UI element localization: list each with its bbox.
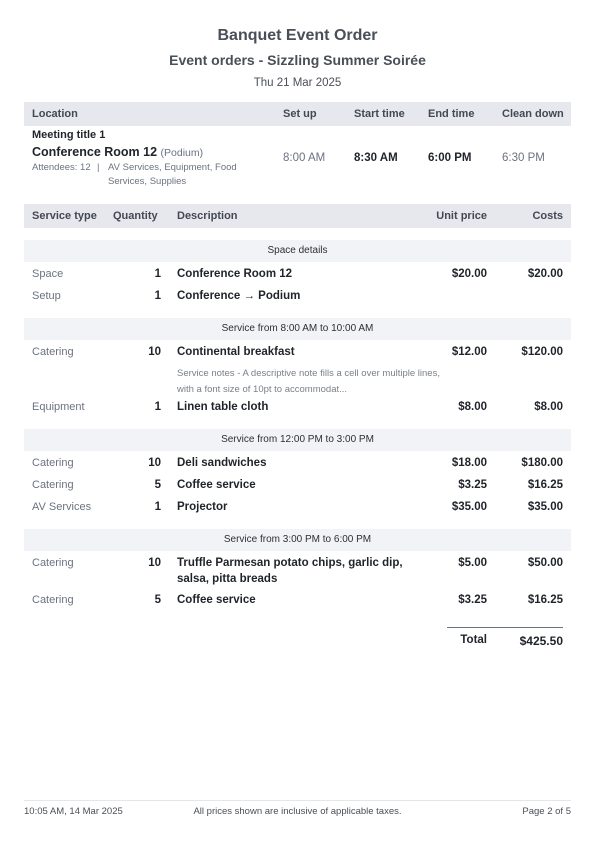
header-costs: Costs [532, 210, 563, 222]
row-cost: $8.00 [534, 401, 563, 413]
row-unit-price: $3.25 [458, 594, 487, 606]
header-start-time: Start time [354, 108, 405, 120]
row-quantity: 1 [154, 290, 161, 302]
row-service-type: AV Services [32, 501, 92, 513]
row-unit-price: $8.00 [458, 401, 487, 413]
header-end-time: End time [428, 108, 475, 120]
section-label: Service from 12:00 PM to 3:00 PM [221, 434, 374, 445]
total-label: Total [460, 634, 487, 646]
row-service-type: Catering [32, 557, 74, 569]
footer-tax-note: All prices shown are inclusive of applicable taxes. [193, 806, 402, 817]
document-title: Banquet Event Order [217, 27, 378, 44]
clean-down-time: 6:30 PM [502, 152, 545, 164]
row-description: Linen table cloth [177, 401, 269, 413]
attendees-separator: | [97, 162, 100, 173]
room-layout: (Podium) [160, 147, 204, 159]
row-quantity: 1 [154, 501, 161, 513]
row-description-line-2: salsa, pitta breads [177, 573, 278, 585]
row-description: Conference Room 12 [177, 268, 293, 280]
row-description: Deli sandwiches [177, 457, 267, 469]
total-divider [447, 627, 563, 628]
header-location: Location [32, 108, 78, 120]
row-unit-price: $35.00 [451, 501, 487, 513]
row-quantity: 5 [154, 594, 161, 606]
service-note: Service notes - A descriptive note fills a cell over multiple lines, with a font size of 10pt to accommodat... [177, 368, 440, 395]
header-set-up: Set up [283, 108, 317, 120]
header-unit-price: Unit price [436, 210, 487, 222]
row-service-type: Setup [32, 290, 61, 302]
row-quantity: 10 [148, 346, 161, 358]
attendees: Attendees: 12 [32, 162, 91, 173]
set-up-time: 8:00 AM [283, 152, 326, 164]
row-unit-price: $3.25 [458, 479, 487, 491]
row-cost: $35.00 [527, 501, 563, 513]
row-description: Conference → Podium [177, 290, 301, 302]
row-unit-price: $12.00 [451, 346, 487, 358]
row-cost: $16.25 [527, 594, 563, 606]
row-cost: $20.00 [527, 268, 563, 280]
services-line-2: Services, Supplies [108, 176, 187, 187]
row-cost: $180.00 [521, 457, 563, 469]
room-label: Conference Room 12 [32, 145, 158, 159]
header-description: Description [177, 210, 238, 222]
row-quantity: 5 [154, 479, 161, 491]
row-cost: $50.00 [527, 557, 563, 569]
row-description: Continental breakfast [177, 346, 295, 358]
header-quantity: Quantity [113, 210, 158, 222]
header-service-type: Service type [32, 210, 97, 222]
row-unit-price: $5.00 [458, 557, 487, 569]
row-service-type: Catering [32, 594, 74, 606]
footer-timestamp: 10:05 AM, 14 Mar 2025 [24, 806, 123, 817]
row-description: Coffee service [177, 479, 256, 491]
event-date: Thu 21 Mar 2025 [253, 77, 342, 89]
row-quantity: 1 [154, 268, 161, 280]
service-table-header [24, 204, 571, 228]
section-label: Space details [267, 245, 328, 256]
header-clean-down: Clean down [502, 108, 564, 120]
row-unit-price: $20.00 [451, 268, 487, 280]
row-unit-price: $18.00 [451, 457, 487, 469]
row-cost: $120.00 [521, 346, 563, 358]
row-service-type: Catering [32, 346, 74, 358]
row-quantity: 1 [154, 401, 161, 413]
start-time: 8:30 AM [354, 152, 398, 164]
section-label: Service from 3:00 PM to 6:00 PM [223, 534, 372, 545]
row-cost: $16.25 [527, 479, 563, 491]
row-description-line-1: Truffle Parmesan potato chips, garlic dip, [177, 557, 403, 569]
room-name [32, 145, 203, 159]
row-quantity: 10 [148, 457, 161, 469]
section-label: Service from 8:00 AM to 10:00 AM [221, 323, 374, 334]
row-quantity: 10 [148, 557, 161, 569]
row-service-type: Equipment [32, 401, 85, 413]
row-description: Coffee service [177, 594, 256, 606]
row-service-type: Catering [32, 457, 74, 469]
document-subtitle: Event orders - Sizzling Summer Soirée [169, 52, 426, 68]
end-time: 6:00 PM [428, 152, 472, 164]
row-description: Projector [177, 501, 228, 513]
meeting-title: Meeting title 1 [32, 129, 106, 141]
footer-divider [24, 800, 571, 801]
footer-page-number: Page 2 of 5 [522, 806, 571, 817]
services-line-1: AV Services, Equipment, Food [108, 162, 237, 173]
row-service-type: Catering [32, 479, 74, 491]
row-service-type: Space [32, 268, 64, 280]
total-value: $425.50 [519, 634, 563, 648]
